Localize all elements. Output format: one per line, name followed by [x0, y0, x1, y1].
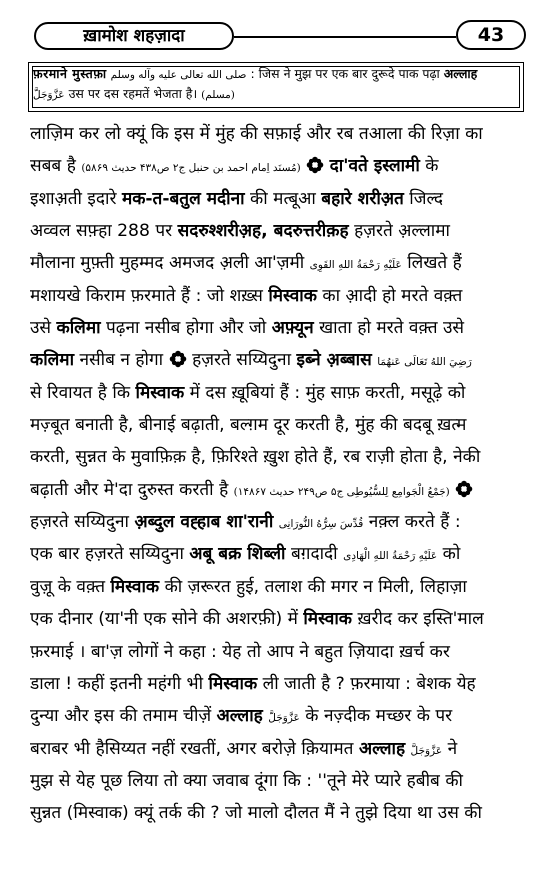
text-span: मशायखे किराम फ़रमाते हैं : जो शख़्स [30, 285, 263, 306]
text-line [30, 312, 524, 344]
text-span: फ़रमाई । बा'ज़ लोगों ने कहा : येह तो आप ने बहुत ज़ियादा ख़र्च कर [30, 641, 450, 662]
text-span: ने [447, 738, 458, 759]
arabic-honorific: عَلَيْهِ رَحْمَةُ اللهِ القَوِى [309, 259, 402, 272]
text-span: मुझ से येह पूछ लिया तो क्या जवाब दूंगा कि : ''तूने मेरे प्यारे हबीब की [30, 770, 463, 791]
azza-wa-jal-text: عَزَّوَجَلَّ [33, 89, 65, 101]
flower-ornament-icon [169, 350, 187, 368]
text-span: पढ़ना नसीब होगा और जो [106, 318, 267, 339]
reference-text: (مُسنَد اِمام احمد بن حنبل ج۲ ص۴۳۸ حديث ۵۸۶۹) [81, 162, 301, 175]
arabic-honorific: عَلَيْهِ رَحْمَةُ اللهِ الْهَادِى [343, 550, 438, 563]
allah-word: अल्लाह [443, 66, 478, 81]
text-span: बराबर भी हैसिय्यत नहीं रखतीं, अगर बरोज़े क़ियामत [30, 738, 354, 759]
text-span: एक बार हज़रते सय्यिदुना [30, 544, 184, 565]
text-span: नसीब न होगा [79, 350, 164, 371]
text-line [30, 636, 524, 668]
text-span: लाज़िम कर लो क्यूं कि इस में मुंह की सफ़ाई और रब तआला की रिज़ा का [30, 124, 483, 144]
salutation-text: صلى الله تعالى عليه وآله وسلم [110, 69, 247, 81]
text-line [30, 118, 524, 150]
text-span: करती, सुन्नत के मुवाफ़िक़ है, फ़िरिश्ते ख़ुश होते हैं, रब राज़ी होता है, नेकी [30, 447, 481, 468]
bold-term: दा'वते इस्लामी [329, 156, 420, 177]
text-span: में दस ख़ूबियां हैं : मुंह साफ़ करती, मसूढ़े को [189, 382, 466, 403]
text-span: ख़रीद कर इस्ति'माल [357, 609, 484, 630]
text-line [30, 668, 524, 700]
hadith-line-2 [33, 85, 519, 104]
text-line [30, 215, 524, 247]
text-span: का आ़दी हो मरते वक़्त [322, 285, 463, 306]
text-span: इशाअ़ती इदारे [30, 188, 117, 209]
text-span: नक़्ल करते हैं : [368, 512, 461, 533]
text-span: वुज़ू के वक़्त [30, 576, 106, 597]
text-span: बग़दादी [290, 544, 338, 565]
text-span: को [442, 544, 461, 565]
bold-term: अल्लाह [216, 706, 263, 727]
text-span: हज़रते अ़ल्लामा [354, 221, 450, 242]
text-line [30, 765, 524, 797]
book-title: ख़ामोश शहज़ादा [34, 22, 234, 50]
text-line [30, 247, 524, 279]
text-span: के [425, 156, 439, 177]
text-line [30, 474, 524, 506]
text-span: एक दीनार (या'नी एक सोने की अशरफ़ी) में [30, 609, 298, 630]
arabic-honorific: عَزَّوَجَلَّ [268, 712, 300, 725]
text-span: लिखते हैं [407, 253, 462, 274]
text-span: मौलाना मुफ़्ती मुहम्मद अमजद अ़ली आ'ज़मी [30, 253, 305, 274]
text-line [30, 441, 524, 473]
bold-term: सदरुश्शरीअ़ह, बदरुत्तरीक़ह [177, 221, 349, 242]
text-span: सुन्नत (मिस्वाक) क्यूं तर्क की ? जो मालो दौलत मैं ने तुझे दिया था उस की [30, 803, 482, 824]
text-span: मज़्बूत बनाती है, बीनाई बढ़ाती, बल्ग़म दूर करती है, मुंह की बदबू ख़त्म [30, 415, 467, 436]
body-text [30, 118, 524, 830]
text-span: खाता हो मरते वक़्त उसे [319, 318, 464, 339]
bold-term: इब्ने अ़ब्बास [296, 350, 372, 371]
flower-ornament-icon [455, 480, 473, 498]
hadith-citation: (مسلم) [201, 89, 235, 101]
arabic-honorific: رَضِيَ اللهُ تَعَالَى عَنهُمَا [377, 356, 472, 369]
text-line [30, 797, 524, 829]
header-rule [234, 36, 456, 38]
text-span: से रिवायत है कि [30, 382, 131, 403]
text-line [30, 377, 524, 409]
text-span: के नज़्दीक मच्छर के पर [305, 706, 453, 727]
bold-term: अल्लाह [358, 738, 406, 759]
reference-text: (جَمْعُ الْجَوامِع لِلسُّيُوطِى ج۵ ص۲۴۹ حديث ۱۴۸۶۷) [233, 485, 450, 498]
text-span: सबब है [30, 156, 76, 177]
bold-term: अ़ब्दुल वह्हाब शा'रानी [134, 512, 274, 533]
text-span: की मत्बूआ [250, 188, 316, 209]
bold-term: मिस्वाक [135, 382, 185, 403]
hadith-line-1 [33, 65, 519, 84]
hadith-text-2: उस पर दस रहमतें भेजता है। [68, 86, 198, 101]
bold-term: मिस्वाक [208, 673, 258, 694]
text-span: बढ़ाती और मे'दा दुरुस्त करती है [30, 479, 229, 500]
bold-term: अबू बक्र शिब्ली [189, 544, 286, 565]
bold-term: मिस्वाक [110, 576, 160, 597]
text-span: ली जाती है ? फ़रमाया : बेशक येह [262, 673, 476, 694]
flower-ornament-icon [306, 156, 324, 174]
hadith-text-1: : जिस ने मुझ पर एक बार दुरूदे पाक पढ़ा [250, 66, 440, 81]
hadith-label: फ़रमाने मुस्तफ़ा [33, 66, 107, 81]
text-span: की ज़रूरत हुई, तलाश की मगर न मिली, लिहाज़ा [164, 576, 467, 597]
text-span: हज़रते सय्यिदुना [30, 512, 129, 533]
text-line [30, 538, 524, 570]
bold-term: अफ़्यून [271, 318, 314, 339]
text-span: दुन्या और इस की तमाम चीज़ें [30, 706, 212, 727]
text-span: अव्वल सफ़्हा 288 पर [30, 221, 173, 242]
text-span: जिल्द [409, 188, 443, 209]
text-span: डाला ! कहीं इतनी महंगी भी [30, 673, 204, 694]
text-line [30, 280, 524, 312]
bold-term: मिस्वाक [303, 609, 352, 630]
text-span: उसे [30, 318, 52, 339]
bold-term: बहारे शरीअ़त [321, 188, 404, 209]
text-line [30, 571, 524, 603]
text-line [30, 344, 524, 376]
text-line [30, 150, 524, 182]
arabic-honorific: عَزَّوَجَلَّ [410, 744, 443, 757]
arabic-honorific: قُدِّسَ سِرُّهُ النُّورَانِى [278, 518, 364, 531]
text-line [30, 700, 524, 732]
text-span: हज़रते सय्यिदुना [192, 350, 292, 371]
text-line [30, 603, 524, 635]
text-line [30, 506, 524, 538]
bold-term: मक-त-बतुल मदीना [121, 188, 245, 209]
bold-term: कलिमा [30, 350, 75, 371]
text-line [30, 183, 524, 215]
page-number: 43 [456, 20, 526, 50]
text-line [30, 733, 524, 765]
bold-term: कलिमा [56, 318, 101, 339]
hadith-box [28, 62, 524, 112]
text-line [30, 409, 524, 441]
bold-term: मिस्वाक [268, 285, 317, 306]
